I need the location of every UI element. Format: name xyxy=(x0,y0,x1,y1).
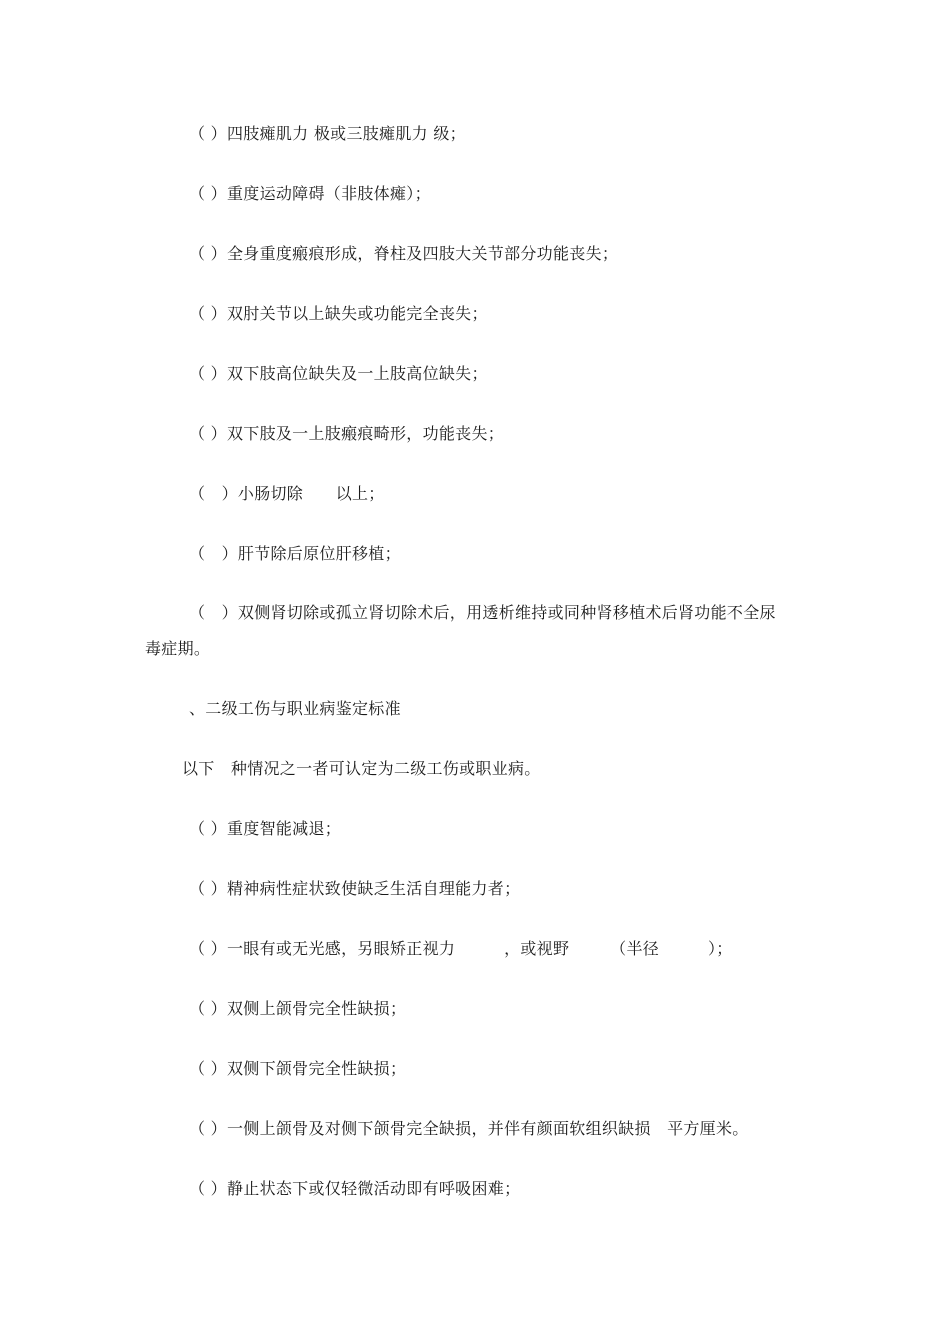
item-vision: （ ）一眼有或无光感，另眼矫正视力 ，或视野 （半径 ）； xyxy=(189,939,733,958)
item-upper-jaw: （ ）双侧上颌骨完全性缺损； xyxy=(189,999,407,1018)
section-heading: 、二级工伤与职业病鉴定标准 xyxy=(189,699,401,718)
item-small-intestine: （ ）小肠切除 以上； xyxy=(189,484,385,503)
item-psychosis: （ ）精神病性症状致使缺乏生活自理能力者； xyxy=(189,879,521,898)
item-limb-deformity: （ ）双下肢及一上肢瘢痕畸形，功能丧失； xyxy=(189,424,505,443)
item-motor-disorder: （ ）重度运动障碍（非肢体瘫）； xyxy=(189,184,431,203)
item-lower-jaw: （ ）双侧下颌骨完全性缺损； xyxy=(189,1059,407,1078)
item-kidney-line1: （ ）双侧肾切除或孤立肾切除术后，用透析维持或同种肾移植术后肾功能不全尿 xyxy=(189,603,776,622)
item-elbow-loss: （ ）双肘关节以上缺失或功能完全丧失； xyxy=(189,304,488,323)
item-limb-loss: （ ）双下肢高位缺失及一上肢高位缺失； xyxy=(189,364,488,383)
item-scar-formation: （ ）全身重度瘢痕形成，脊柱及四肢大关节部分功能丧失； xyxy=(189,244,619,263)
item-quadriplegia: （ ）四肢瘫肌力 极或三肢瘫肌力 级； xyxy=(189,124,466,143)
item-kidney-line2: 毒症期。 xyxy=(145,639,211,658)
item-liver-transplant: （ ）肝节除后原位肝移植； xyxy=(189,544,401,563)
item-jaw-facial: （ ）一侧上颌骨及对侧下颌骨完全缺损，并伴有颜面软组织缺损 平方厘米。 xyxy=(189,1119,749,1138)
item-breathing: （ ）静止状态下或仅轻微活动即有呼吸困难； xyxy=(189,1179,521,1198)
item-intellect: （ ）重度智能减退； xyxy=(189,819,342,838)
section-intro: 以下 种情况之一者可认定为二级工伤或职业病。 xyxy=(182,759,541,778)
